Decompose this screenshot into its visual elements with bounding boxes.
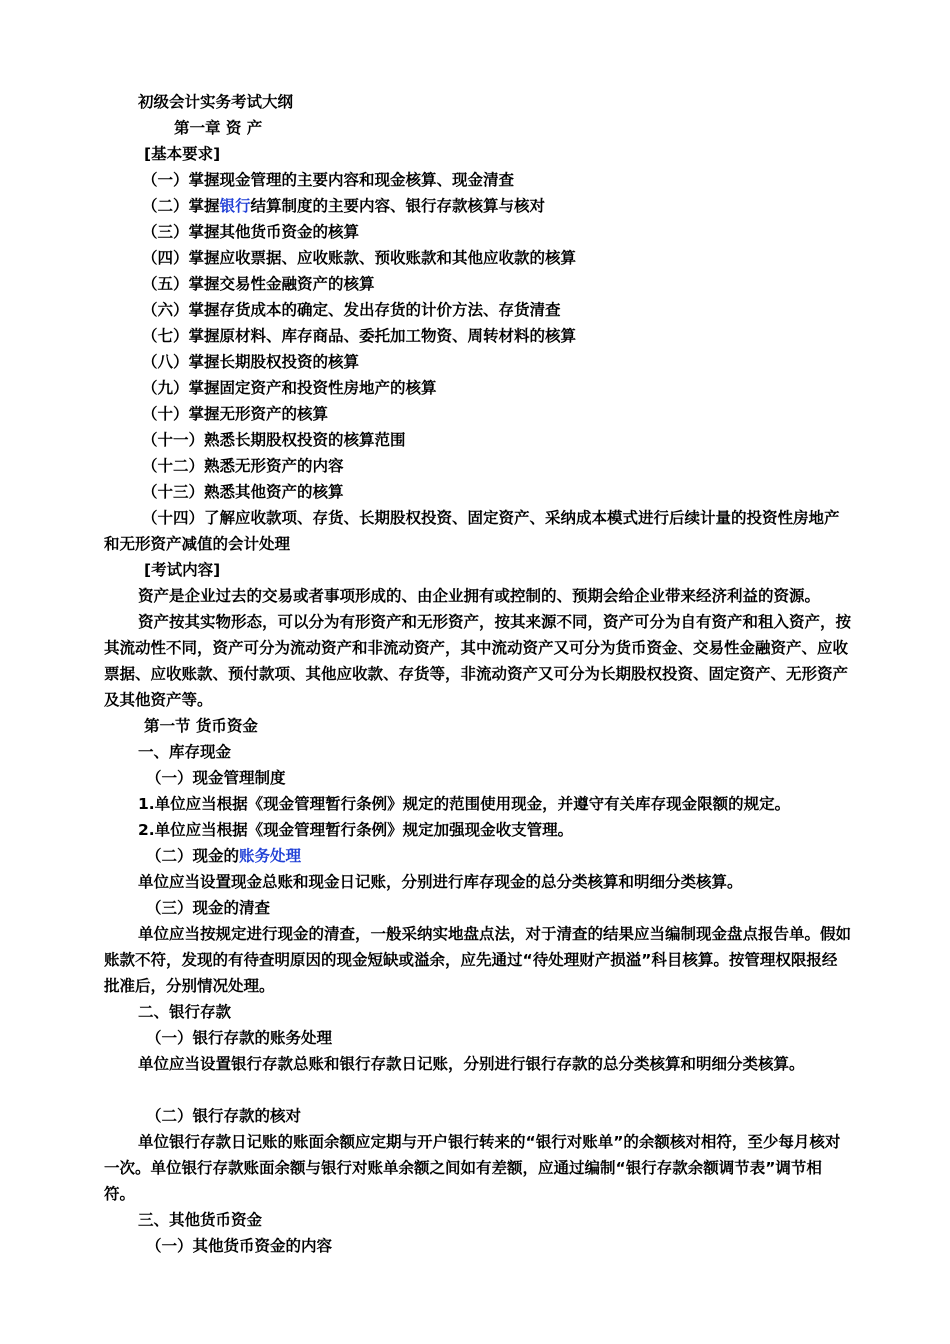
requirement-item: （十二）熟悉无形资产的内容 bbox=[142, 457, 344, 475]
bank-link[interactable]: 银行 bbox=[219, 197, 251, 215]
cash-rule-2: 2.单位应当根据《现金管理暂行条例》规定加强现金收支管理。 bbox=[138, 821, 574, 839]
requirement-item: （四）掌握应收票据、应收账款、预收账款和其他应收款的核算 bbox=[142, 249, 577, 267]
basic-requirements-label: [基本要求] bbox=[144, 145, 221, 163]
heading-text: （二）现金的 bbox=[146, 847, 240, 865]
cash-accounting-heading bbox=[104, 843, 852, 869]
bank-reconcile-heading: （二）银行存款的核对 bbox=[146, 1107, 302, 1125]
requirement-item: （十四）了解应收款项、存货、长期股权投资、固定资产、采纳成本模式进行后续计量的投资性房地产和无形资产减值的会计处理 bbox=[104, 509, 840, 553]
cash-check-paragraph: 单位应当按规定进行现金的清查，一般采纳实地盘点法，对于清查的结果应当编制现金盘点报告单。假如账款不符，发现的有待查明原因的现金短缺或溢余，应先通过“待处理财产损溢”科目核算。按管理权限报经批准后，分别情况处理。 bbox=[104, 925, 852, 995]
requirement-item bbox=[104, 193, 852, 219]
cash-rule-1: 1.单位应当根据《现金管理暂行条例》规定的范围使用现金，并遵守有关库存现金限额的规定。 bbox=[138, 795, 791, 813]
requirement-item: （一）掌握现金管理的主要内容和现金核算、现金清查 bbox=[142, 171, 515, 189]
requirement-item: （十）掌握无形资产的核算 bbox=[142, 405, 329, 423]
accounting-link[interactable]: 账务处理 bbox=[239, 847, 302, 865]
document-title: 初级会计实务考试大纲 bbox=[138, 93, 294, 111]
section-title: 第一节 货币资金 bbox=[144, 717, 258, 735]
document-body bbox=[104, 89, 852, 1259]
requirement-item: （九）掌握固定资产和投资性房地产的核算 bbox=[142, 379, 437, 397]
chapter-title: 第一章 资 产 bbox=[174, 119, 263, 137]
asset-definition-paragraph: 资产是企业过去的交易或者事项形成的、由企业拥有或控制的、预期会给企业带来经济利益的资源。 bbox=[138, 587, 821, 605]
requirement-item: （五）掌握交易性金融资产的核算 bbox=[142, 275, 375, 293]
other-funds-heading: 三、其他货币资金 bbox=[138, 1211, 263, 1229]
requirement-text: 结算制度的主要内容、银行存款核算与核对 bbox=[250, 197, 546, 215]
blank-line bbox=[104, 1077, 852, 1103]
asset-classification-paragraph: 资产按其实物形态，可以分为有形资产和无形资产，按其来源不同，资产可分为自有资产和租入资产，按其流动性不同，资产可分为流动资产和非流动资产，其中流动资产又可分为货币资金、交易性金融资产、应收票据、应收账款、预付款项、其他应收款、存货等，非流动资产又可分为长期股权投资、固定资产、无形资产及其他资产等。 bbox=[104, 613, 852, 709]
requirement-item: （八）掌握长期股权投资的核算 bbox=[142, 353, 360, 371]
cash-check-heading: （三）现金的清查 bbox=[146, 899, 271, 917]
bank-accounting-heading: （一）银行存款的账务处理 bbox=[146, 1029, 333, 1047]
requirement-item: （十一）熟悉长期股权投资的核算范围 bbox=[142, 431, 406, 449]
bank-accounting-paragraph: 单位应当设置银行存款总账和银行存款日记账，分别进行银行存款的总分类核算和明细分类核算。 bbox=[138, 1055, 805, 1073]
cash-accounting-paragraph: 单位应当设置现金总账和现金日记账，分别进行库存现金的总分类核算和明细分类核算。 bbox=[138, 873, 743, 891]
cash-heading: 一、库存现金 bbox=[138, 743, 232, 761]
bank-heading: 二、银行存款 bbox=[138, 1003, 232, 1021]
requirement-item: （七）掌握原材料、库存商品、委托加工物资、周转材料的核算 bbox=[142, 327, 577, 345]
cash-mgmt-heading: （一）现金管理制度 bbox=[146, 769, 286, 787]
exam-content-label: [考试内容] bbox=[144, 561, 221, 579]
requirement-item: （十三）熟悉其他资产的核算 bbox=[142, 483, 344, 501]
requirement-item: （三）掌握其他货币资金的核算 bbox=[142, 223, 360, 241]
other-funds-content-heading: （一）其他货币资金的内容 bbox=[146, 1237, 333, 1255]
bank-reconcile-paragraph: 单位银行存款日记账的账面余额应定期与开户银行转来的“银行对账单”的余额核对相符，至少每月核对一次。单位银行存款账面余额与银行对账单余额之间如有差额，应通过编制“银行存款余额调节表”调节相符。 bbox=[104, 1133, 841, 1203]
requirement-text: （二）掌握 bbox=[142, 197, 220, 215]
requirement-item: （六）掌握存货成本的确定、发出存货的计价方法、存货清查 bbox=[142, 301, 561, 319]
